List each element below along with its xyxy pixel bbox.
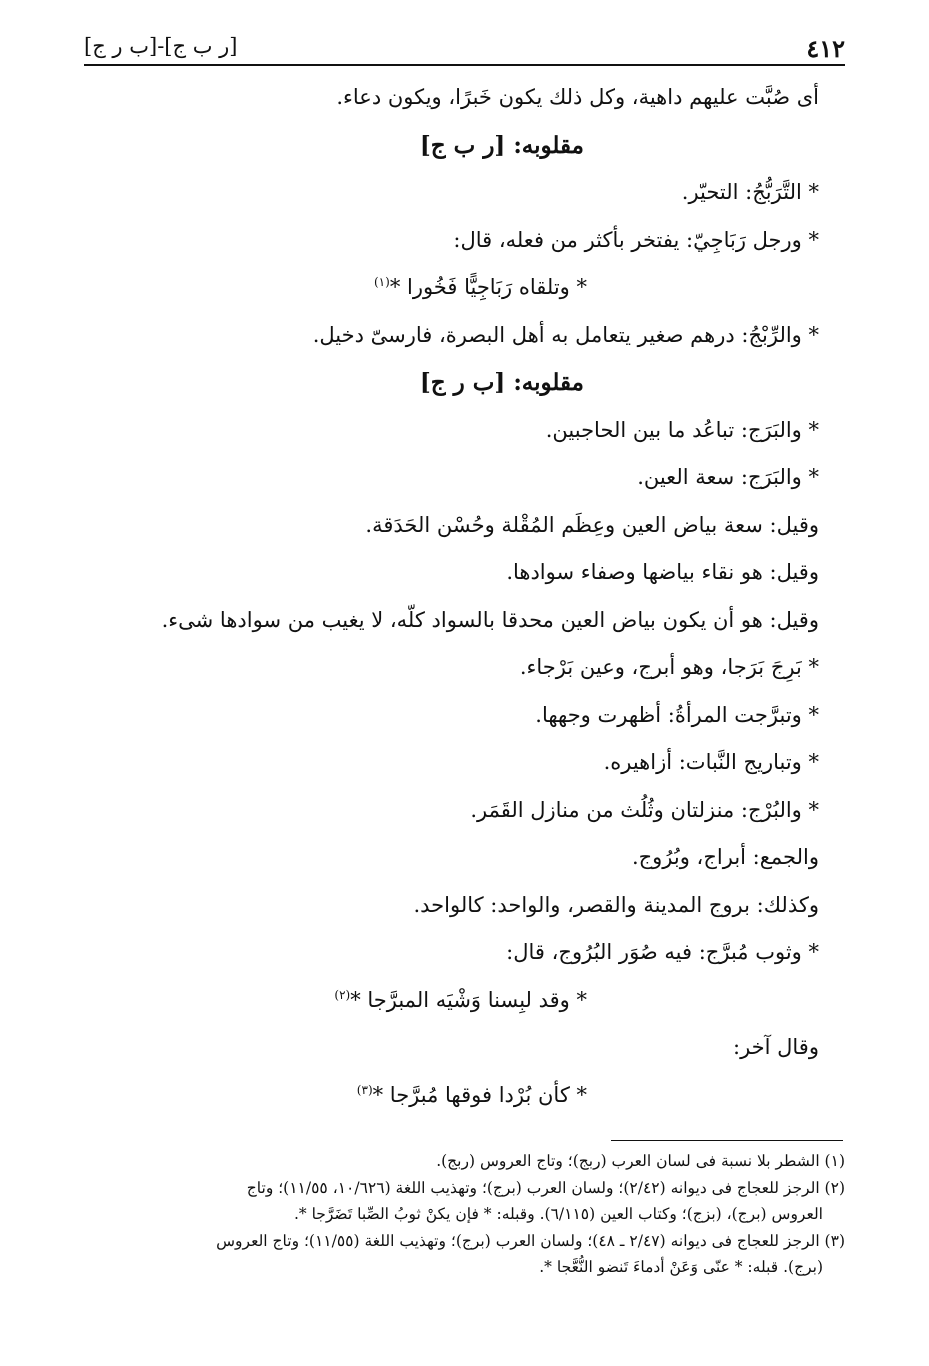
text-line [86, 739, 819, 787]
text-line [86, 312, 819, 360]
line-text: * وتبرَّجت المرأةُ: أظهرت وجهها. [535, 702, 819, 727]
line-text: * والبُرْج: منزلتان وثُلُث من منازل القَمَر. [470, 797, 819, 822]
line-text: * وقد لبِسنا وَشْيَه المبرَّجا * [350, 987, 587, 1012]
footnotes [80, 1148, 845, 1281]
line-text: وقيل: هو نقاء بياضها وصفاء سوادها. [506, 560, 819, 584]
line-text: * وتلقاه رَبَاجِيًّا فَخُورا * [389, 275, 587, 299]
text-line [86, 929, 819, 977]
section-heading [86, 359, 819, 407]
text-line [86, 549, 819, 597]
text-line [86, 882, 819, 930]
line-text: * وثوب مُبرَّج: فيه صُوَر البُرُوج، قال: [506, 940, 819, 964]
line-text: * والبَرَج: سعة العين. [637, 465, 819, 489]
line-text: والجمع: أبراج، وبُرُوج. [631, 845, 819, 869]
line-text: * والبَرَج: تباعُد ما بين الحاجبين. [545, 417, 819, 442]
line-text: وقيل: سعة بياض العين وعِظَم المُقْلة وحُسْن الحَدَقة. [365, 512, 819, 537]
line-text: أى صُبَّت عليهم داهية، وكل ذلك يكون خَبرًا، ويكون دعاء. [336, 85, 819, 109]
text-line [86, 692, 819, 740]
text-line [86, 217, 819, 265]
line-text: وكذلك: بروج المدينة والقصر، والواحد: كالواحد. [413, 892, 819, 917]
footnote-continuation: (برج). قبله: * عنّى وَعَنْ أدماءَ تَنضو النُّعَّجا *. [539, 1258, 823, 1276]
footnote-marker: (١) [373, 275, 390, 289]
footnote-divider [611, 1140, 843, 1141]
text-line [86, 74, 819, 122]
line-text: وقال آخر: [733, 1035, 819, 1059]
footnote-entry: (٢) الرجز للعجاج فى ديوانه (٢/٤٢)؛ ولسان العرب (برج)؛ وتهذيب اللغة (١٠/٦٢٦، ١١/٥٥)؛ وتاج [246, 1178, 845, 1197]
footnote-entry: (٣) الرجز للعجاج فى ديوانه (٢/٤٧ ـ ٤٨)؛ ولسان العرب (برج)؛ وتهذيب اللغة (١١/٥٥)؛ وتاج العروس [216, 1231, 845, 1250]
line-text: مقلوبه: [ب ر ج] [419, 369, 584, 396]
footnote-entry: (١) الشطر بلا نسبة فى لسان العرب (ربج)؛ وتاج العروس (ربج). [436, 1152, 845, 1170]
line-text: مقلوبه: [ر ب ج] [419, 131, 584, 159]
verse-line [86, 264, 819, 312]
line-text: * وتباريج النَّبات: أزاهيره. [603, 750, 819, 774]
line-text: * ورجل رَبَاجِيّ: يفتخر بأكثر من فعله، قال: [453, 227, 819, 252]
running-title: [ر ب ج]-[ب ر ج] [84, 34, 238, 58]
footnote-marker: (٣) [356, 1082, 373, 1097]
text-line [86, 787, 819, 835]
text-line [86, 834, 819, 882]
footnote-continuation: العروس (برج)، (بزج)؛ وكتاب العين (٦/١١٥). وقبله: * فإن يكنْ ثوبُ الصِّبا تَضَرَّجا *. [293, 1205, 823, 1223]
line-text: * كأن بُرْدا فوقها مُبرَّجا * [372, 1082, 587, 1107]
verse-line [86, 977, 819, 1025]
footnote-marker: (٢) [334, 987, 351, 1002]
page-number: ٤١٢ [806, 34, 845, 63]
section-heading [86, 122, 819, 170]
running-head [84, 28, 845, 66]
text-line [86, 454, 819, 502]
line-text: * التَّرَبُّجُ: التحيّر. [681, 180, 819, 204]
text-line [86, 1024, 819, 1072]
line-text: * والرِّبْجُ: درهم صغير يتعامل به أهل البصرة، فارسىّ دخيل. [312, 322, 819, 347]
text-line [86, 502, 819, 550]
text-line [86, 169, 819, 217]
verse-line [86, 1072, 819, 1120]
text-line [86, 644, 819, 692]
line-text: * بَرِجَ بَرَجا، وهو أبرج، وعين بَرْجاء. [519, 655, 819, 679]
line-text: وقيل: هو أن يكون بياض العين محدقا بالسواد كلّه، لا يغيب من سوادها شىء. [161, 607, 819, 632]
text-line [86, 597, 819, 645]
main-text [86, 74, 819, 1119]
text-line [86, 407, 819, 455]
